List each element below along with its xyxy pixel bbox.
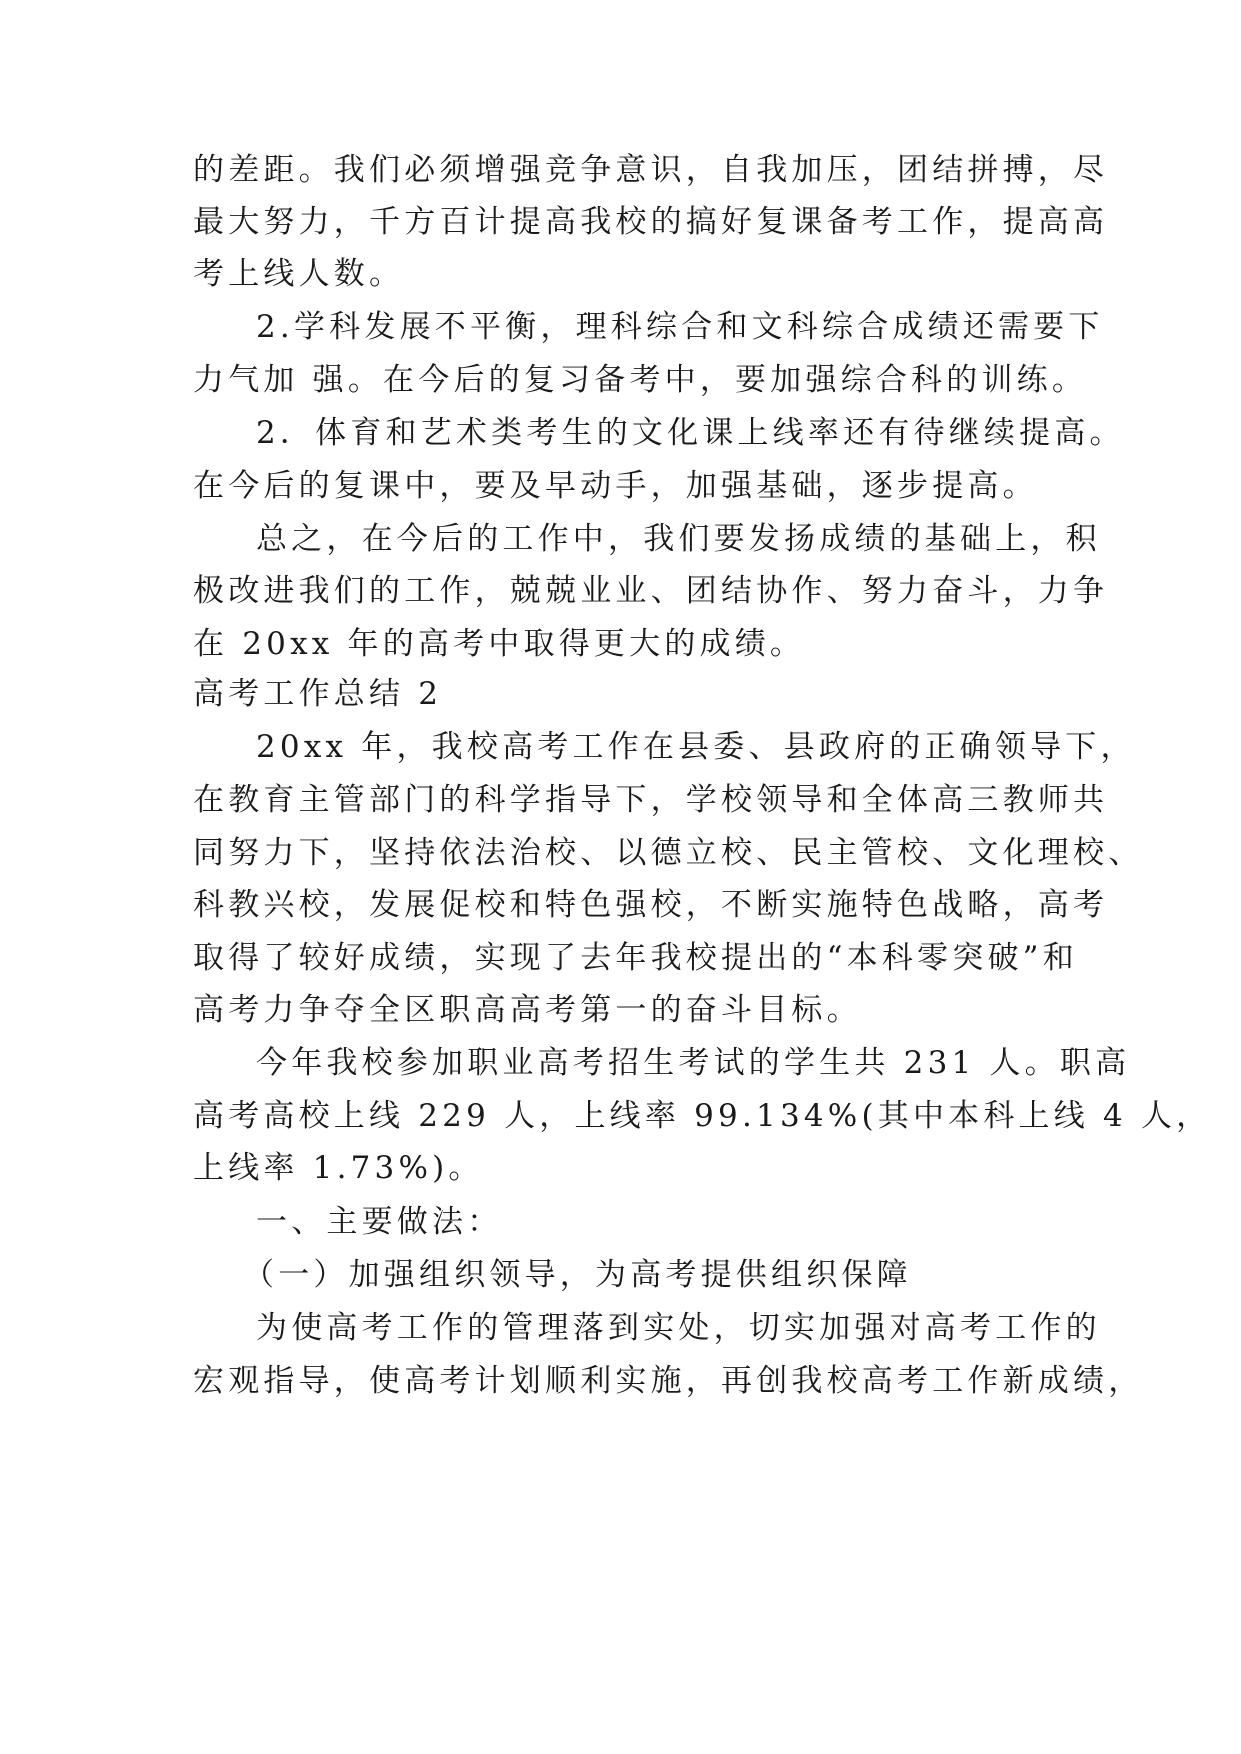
- text-line: 总之，在今后的工作中，我们要发扬成绩的基础上，积: [256, 521, 1101, 557]
- subheading: （一）加强组织领导，为高考提供组织保障: [243, 1257, 912, 1293]
- text-line: 2．体育和艺术类考生的文化课上线率还有待继续提高。: [256, 415, 1125, 451]
- text-line: 科教兴校，发展促校和特色强校，不断实施特色战略，高考: [193, 887, 1109, 923]
- text-line: 在 20xx 年的高考中取得更大的成绩。: [193, 626, 806, 662]
- text-line: 的差距。我们必须增强竞争意识，自我加压，团结拼搏，尽: [193, 152, 1109, 188]
- subheading: 一、主要做法：: [256, 1204, 503, 1240]
- text-line: 极改进我们的工作，兢兢业业、团结协作、努力奋斗，力争: [193, 573, 1109, 609]
- text-line: 上线率 1.73%)。: [193, 1150, 484, 1186]
- text-line: 宏观指导，使高考计划顺利实施，再创我校高考工作新成绩，: [193, 1363, 1144, 1399]
- text-line: 今年我校参加职业高考招生考试的学生共 231 人。职高: [256, 1045, 1131, 1081]
- text-line: 20xx 年，我校高考工作在县委、县政府的正确领导下，: [256, 729, 1136, 765]
- text-line: 力气加 强。在今后的复习备考中，要加强综合科的训练。: [193, 362, 1088, 398]
- section-heading: 高考工作总结 2: [193, 676, 443, 712]
- text-line: 最大努力，千方百计提高我校的搞好复课备考工作，提高高: [193, 204, 1109, 240]
- text-line: 考上线人数。: [193, 256, 405, 292]
- text-line: 高考高校上线 229 人，上线率 99.134%(其中本科上线 4 人，: [193, 1098, 1212, 1134]
- text-line: 取得了较好成绩，实现了去年我校提出的“本科零突破”和: [193, 940, 1078, 976]
- text-line: 在今后的复课中，要及早动手，加强基础，逐步提高。: [193, 468, 1038, 504]
- text-line: 2.学科发展不平衡，理科综合和文科综合成绩还需要下: [256, 309, 1104, 345]
- text-line: 为使高考工作的管理落到实处，切实加强对高考工作的: [256, 1310, 1101, 1346]
- text-line: 高考力争夺全区职高高考第一的奋斗目标。: [193, 992, 862, 1028]
- text-line: 同努力下，坚持依法治校、以德立校、民主管校、文化理校、: [193, 835, 1144, 871]
- text-line: 在教育主管部门的科学指导下，学校领导和全体高三教师共: [193, 782, 1109, 818]
